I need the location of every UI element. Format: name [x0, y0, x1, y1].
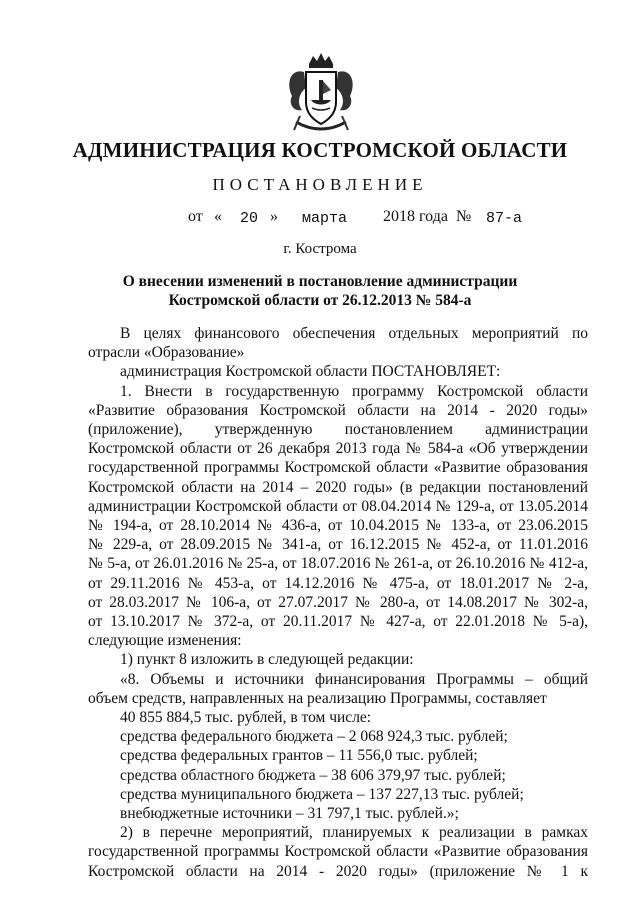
body-line: 1. Внести в государственную программу Костромской области: [120, 382, 588, 400]
date-day: 20: [240, 210, 259, 227]
date-year: 2018 года: [383, 208, 448, 225]
quote-open: «: [214, 208, 222, 225]
body-line: Костромской области на 2014 – 2020 годы» (в редакции постановлений: [88, 478, 588, 496]
body-line: от 29.11.2016 № 453-а, от 14.12.2016 № 475-а, от 18.01.2017 № 2-а,: [88, 574, 588, 592]
body-line: от 13.10.2017 № 372-а, от 20.11.2017 № 427-а, от 22.01.2018 № 5-а),: [88, 613, 588, 631]
body-line: государственной программы Костромской области «Развитие образования: [88, 459, 588, 477]
body-line: внебюджетные источники – 31 797,1 тыс. рублей.»;: [120, 805, 459, 823]
body-line: № 194-а, от 28.10.2014 № 436-а, от 10.04.2015 № 133-а, от 23.06.2015: [88, 517, 588, 535]
body-line: государственной программы Костромской области «Развитие образования: [88, 843, 588, 861]
document-type: ПОСТАНОВЛЕНИЕ: [212, 175, 428, 194]
body-line: администрация Костромской области ПОСТАНОВЛЯЕТ:: [120, 363, 501, 381]
body-line: № 229-а, от 28.09.2015 № 341-а, от 16.12.2015 № 452-а, от 11.01.2016: [88, 536, 588, 554]
document-subject: [0, 272, 640, 310]
coat-of-arms-icon: [282, 50, 360, 136]
body-line: средства областного бюджета – 38 606 379,97 тыс. рублей;: [120, 766, 506, 784]
body-line: 40 855 884,5 тыс. рублей, в том числе:: [120, 709, 372, 727]
body-line: администрации Костромской области от 08.04.2014 № 129-а, от 13.05.2014: [88, 497, 588, 515]
document-number: 87-а: [486, 210, 523, 227]
number-sign: №: [456, 208, 472, 225]
document-body: [88, 324, 588, 881]
body-line: от 28.03.2017 № 106-а, от 27.07.2017 № 280-а, от 14.08.2017 № 302-а,: [88, 593, 588, 611]
body-line: (приложение), утвержденную постановлением администрации: [88, 421, 588, 439]
subject-line: О внесении изменений в постановление администрации: [122, 273, 518, 290]
date-prefix: от: [188, 208, 203, 225]
body-line: «8. Объемы и источники финансирования Программы – общий: [120, 670, 588, 688]
body-line: «Развитие образования Костромской области на 2014 - 2020 годы»: [88, 401, 588, 419]
body-line: Костромской области от 26 декабря 2013 года № 584-а «Об утверждении: [88, 440, 588, 458]
body-line: В целях финансового обеспечения отдельных мероприятий по: [120, 325, 588, 342]
body-line: Костромской области на 2014 - 2020 годы» (приложение № 1 к: [88, 862, 588, 880]
body-line: № 5-а, от 26.01.2016 № 25-а, от 18.07.2016 № 261-а, от 26.10.2016 № 412-а,: [88, 555, 588, 573]
body-line: средства муниципального бюджета – 137 227,13 тыс. рублей;: [120, 785, 524, 803]
body-line: объем средств, направленных на реализацию Программы, составляет: [88, 689, 547, 707]
body-line: 2) в перечне мероприятий, планируемых к реализации в рамках: [120, 824, 588, 842]
city: г. Кострома: [283, 241, 357, 257]
body-line: следующие изменения:: [88, 632, 242, 650]
body-line: 1) пункт 8 изложить в следующей редакции:: [120, 651, 414, 669]
organization-title: АДМИНИСТРАЦИЯ КОСТРОМСКОЙ ОБЛАСТИ: [72, 138, 568, 162]
body-line: средства федерального бюджета – 2 068 924,3 тыс. рублей;: [120, 728, 508, 746]
date-month: марта: [302, 210, 348, 227]
quote-close: »: [270, 208, 278, 225]
body-line: средства федеральных грантов – 11 556,0 тыс. рублей;: [120, 747, 478, 765]
subject-line: Костромской области от 26.12.2013 № 584-а: [168, 292, 472, 309]
body-line: отрасли «Образование»: [88, 344, 245, 362]
